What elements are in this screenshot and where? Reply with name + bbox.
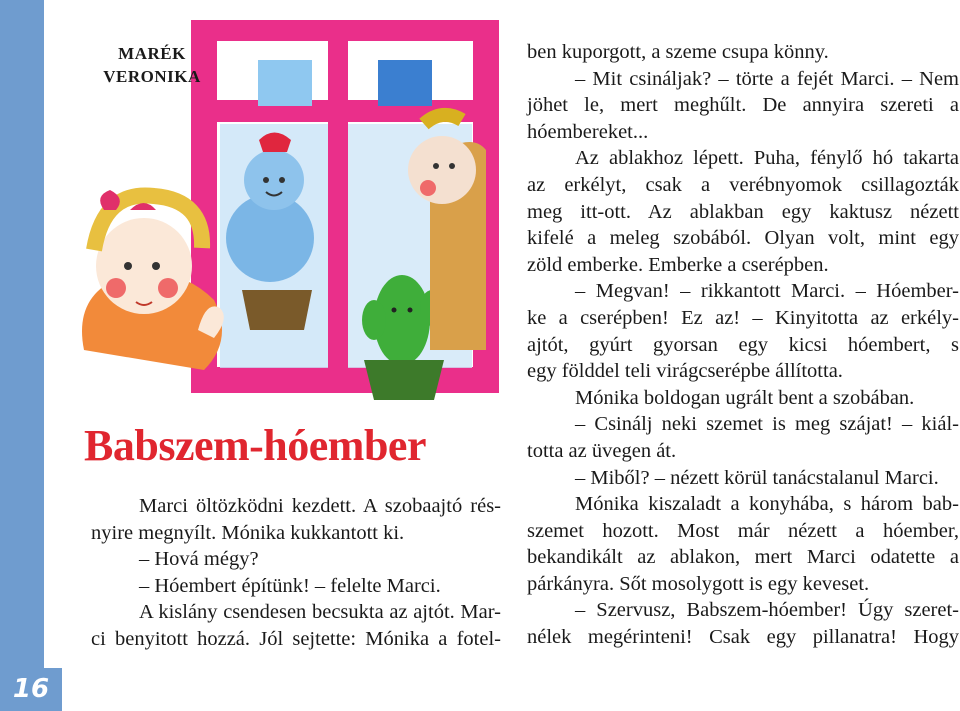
text-line: nyire megnyílt. Mónika kukkantott ki.: [91, 521, 405, 544]
text-line: kifelé a meleg szobából. Olyan volt, mint egy: [527, 227, 959, 250]
text-line: – Megvan! – rikkantott Marci. – Hóember-: [575, 280, 959, 303]
text-line: szemet hozott. Most már nézett a hóember,: [527, 519, 959, 542]
text-line: ajtót, gyúrt gyorsan egy kicsi hóembert, s: [527, 333, 959, 356]
text-line: – Hová mégy?: [139, 548, 259, 571]
text-line: – Szervusz, Babszem-hóember! Úgy szeret-: [575, 599, 959, 622]
text-line: – Mit csináljak? – törte a fejét Marci. – Nem: [575, 67, 959, 90]
author-name: [92, 42, 212, 88]
right-text-column: [527, 39, 959, 651]
text-line: ben kuporgott, a szeme csupa könny.: [527, 41, 829, 63]
text-line: egy földdel teli virágcserépbe állította.: [527, 360, 843, 383]
text-line: nélek megérinteni! Csak egy pillanatra! Hogy: [527, 626, 959, 649]
text-line: ke a cserépben! Ez az! – Kinyitotta az erkély-: [527, 306, 959, 329]
text-line: ci benyitott hozzá. Jól sejtette: Mónika a fotel-: [91, 627, 501, 650]
text-line: jöhet le, mert meghűlt. De annyira szereti a: [527, 94, 959, 117]
text-line: – Hóembert építünk! – felelte Marci.: [139, 574, 441, 597]
text-line: A kislány csendesen becsukta az ajtót. Mar-: [139, 601, 501, 624]
text-line: Az ablakhoz lépett. Puha, fénylő hó takarta: [575, 147, 959, 170]
page-margin-band: [0, 0, 44, 711]
text-line: Marci öltözködni kezdett. A szobaajtó rés-: [139, 495, 501, 517]
text-line: meg itt-ott. Az ablakban egy kaktusz nézett: [527, 200, 959, 223]
text-line: Mónika kiszaladt a konyhába, s három bab-: [575, 493, 959, 516]
left-text-column: [91, 493, 501, 653]
story-title: Babszem-hóember: [84, 421, 426, 470]
text-line: az erkélyt, csak a verébnyomok csillagozták: [527, 173, 959, 196]
text-line: zöld emberke. Emberke a cserépben.: [527, 253, 829, 276]
text-line: párkányra. Sőt mosolygott is egy keveset.: [527, 572, 870, 595]
text-line: bekandikált az ablakon, mert Marci odatette a: [527, 546, 959, 569]
text-line: totta az üvegen át.: [527, 439, 677, 462]
text-line: hóembereket...: [527, 120, 649, 143]
text-line: – Miből? – nézett körül tanácstalanul Marci.: [575, 466, 939, 489]
page-number: 16: [0, 668, 62, 711]
author-line-2: VERONIKA: [103, 67, 201, 86]
author-line-1: MARÉK: [118, 44, 186, 63]
text-line: Mónika boldogan ugrált bent a szobában.: [575, 386, 915, 409]
text-line: – Csinálj neki szemet is meg szájat! – kiál-: [575, 413, 959, 436]
